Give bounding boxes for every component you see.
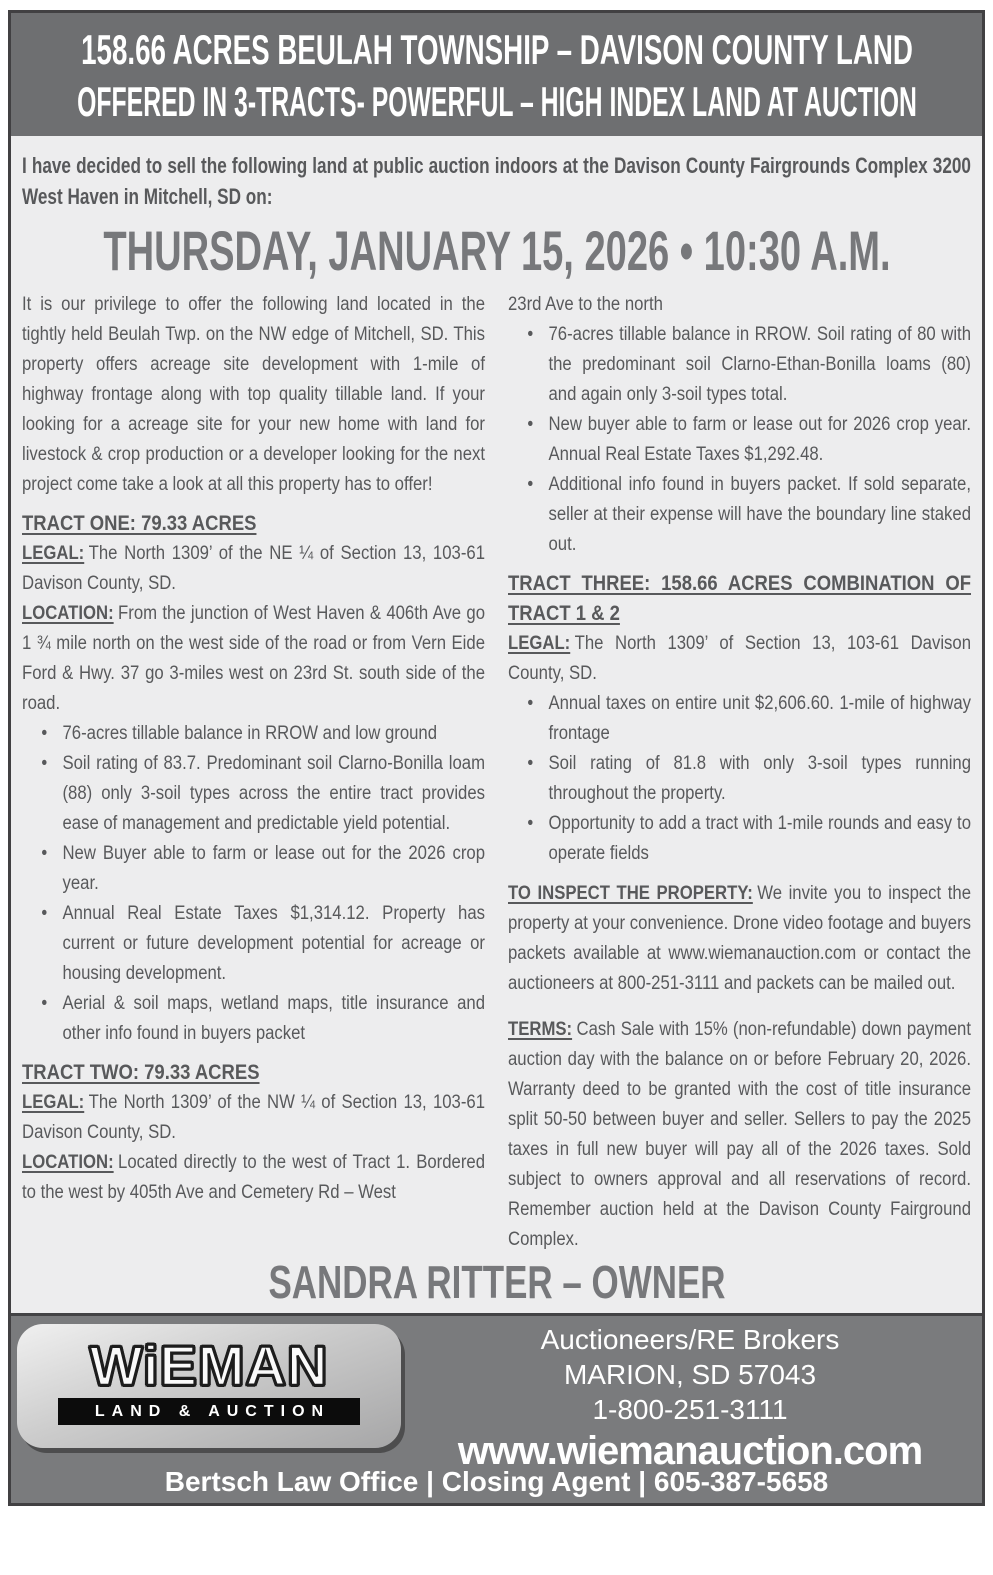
tract-one-bullet-list xyxy=(22,719,485,1049)
legal-label: LEGAL: xyxy=(22,1092,85,1113)
list-item: • 76-acres tillable balance in RROW and low ground xyxy=(22,719,485,749)
footer-band xyxy=(11,1313,982,1503)
right-column xyxy=(508,290,971,1255)
tract-two-legal xyxy=(22,1088,485,1148)
location-text: Located directly to the west of Tract 1. Bordered to the west by 405th Ave and Cemetery Rd – West xyxy=(22,1152,486,1203)
list-item: • 76-acres tillable balance in RROW. Soil rating of 80 with the predominant soil Clarno-Ethan-Bonilla loams (80) and again only 3-soil types total. xyxy=(508,320,971,410)
footer-contact-block xyxy=(406,1322,974,1475)
intro-paragraph: I have decided to sell the following land at public auction indoors at the Davison County Fairgrounds Complex 3200 West Haven in Mitchell, SD on: xyxy=(22,153,971,209)
tract-two-bullet-list xyxy=(508,320,971,560)
legal-text: The North 1309’ of the NW ¼ of Section 13, 103-61 Davison County, SD. xyxy=(22,1092,486,1143)
legal-label: LEGAL: xyxy=(22,543,85,564)
location-continuation: 23rd Ave to the north xyxy=(508,294,663,315)
tract-one-legal xyxy=(22,539,485,599)
tract-three-legal xyxy=(508,629,971,689)
body-columns xyxy=(11,286,982,1255)
tract-two-heading: TRACT TWO: 79.33 ACRES xyxy=(22,1061,260,1084)
list-item: • New Buyer able to farm or lease out for the 2026 crop year. xyxy=(22,839,485,899)
list-item: • Soil rating of 83.7. Predominant soil Clarno-Bonilla loam (88) only 3-soil types across the entire tract provides ease of management and predictable yield potential. xyxy=(22,749,485,839)
left-column xyxy=(22,290,485,1255)
terms-text: Cash Sale with 15% (non-refundable) down payment auction day with the balance on or before February 20, 2026. Warranty deed to be granted with the cost of title insurance split 50-50 between buyer and seller. Sellers to pay the 2025 taxes in full new buyer will pay all of the 2026 taxes. Sold subject to owners approval and all reservations of record. Remember auction held at the Davison County Fairground Complex. xyxy=(508,1019,972,1250)
wieman-logo-subtitle: LAND & AUCTION xyxy=(58,1398,360,1425)
owner-line: SANDRA RITTER – OWNER xyxy=(267,1256,726,1308)
legal-text: The North 1309’ of Section 13, 103-61 Davison County, SD. xyxy=(508,633,972,684)
terms-label: TERMS: xyxy=(508,1019,573,1040)
inspect-paragraph xyxy=(508,879,971,999)
tract-one-heading: TRACT ONE: 79.33 ACRES xyxy=(22,512,257,535)
footer-website: www.wiemanauction.com xyxy=(457,1429,923,1473)
list-item: • New buyer able to farm or lease out for 2026 crop year. Annual Real Estate Taxes $1,292.48. xyxy=(508,410,971,470)
intro-section xyxy=(11,136,982,212)
opening-paragraph: It is our privilege to offer the following land located in the tightly held Beulah Twp. on the NW edge of Mitchell, SD. This property offers acreage site development with 1-mile of highway frontage along with top quality tillable land. If your looking for a acreage site for your new home with land for livestock & crop production or a developer looking for the next project come take a look at all this property has to offer! xyxy=(22,294,486,495)
list-item: • Annual Real Estate Taxes $1,314.12. Property has current or future development potential for acreage or housing development. xyxy=(22,899,485,989)
tract-three-bullet-list xyxy=(508,689,971,869)
headline-line-2: OFFERED IN 3-TRACTS- POWERFUL – HIGH INDEX LAND AT AUCTION xyxy=(76,78,917,125)
legal-text: The North 1309’ of the NE ¼ of Section 13, 103-61 Davison County, SD. xyxy=(22,543,486,594)
terms-paragraph xyxy=(508,1015,971,1255)
legal-label: LEGAL: xyxy=(508,633,571,654)
owner-section xyxy=(11,1257,982,1313)
wieman-logo-wordmark: WiEMAN xyxy=(89,1334,329,1397)
tract-three-heading: TRACT THREE: 158.66 ACRES COMBINATION OF TRACT 1 & 2 xyxy=(508,572,972,625)
location-label: LOCATION: xyxy=(22,1152,114,1173)
footer-phone: 1-800-251-3111 xyxy=(592,1394,788,1425)
tract-one-location xyxy=(22,599,485,719)
inspect-label: TO INSPECT THE PROPERTY: xyxy=(508,883,753,904)
list-item: • Aerial & soil maps, wetland maps, title insurance and other info found in buyers packet xyxy=(22,989,485,1049)
footer-city-line: MARION, SD 57043 xyxy=(563,1359,817,1390)
list-item: • Annual taxes on entire unit $2,606.60. 1-mile of highway frontage xyxy=(508,689,971,749)
list-item: • Opportunity to add a tract with 1-mile rounds and easy to operate fields xyxy=(508,809,971,869)
tract-two-location xyxy=(22,1148,485,1208)
headline-line-1: 158.66 ACRES BEULAH TOWNSHIP – DAVISON COUNTY LAND xyxy=(80,26,913,73)
list-item: • Soil rating of 81.8 with only 3-soil types running throughout the property. xyxy=(508,749,971,809)
footer-brokers-line: Auctioneers/RE Brokers xyxy=(540,1324,840,1355)
wieman-logo xyxy=(17,1324,401,1448)
ad-header-banner xyxy=(11,13,982,136)
list-item: • Additional info found in buyers packet. If sold separate, seller at their expense will have the boundary line staked out. xyxy=(508,470,971,560)
date-line-section xyxy=(11,219,982,286)
location-text: From the junction of West Haven & 406th Ave go 1 ¾ mile north on the west side of the road or from Vern Eide Ford & Hwy. 37 go 3-miles west on 23rd St. south side of the road. xyxy=(22,603,486,714)
auction-date-line: THURSDAY, JANUARY 15, 2026 • 10:30 A.M. xyxy=(102,219,891,282)
location-label: LOCATION: xyxy=(22,603,114,624)
closing-agent-line: Bertsch Law Office | Closing Agent | 605-387-5658 xyxy=(164,1466,829,1497)
inspect-text: We invite you to inspect the property at your convenience. Drone video footage and buyers packets available at www.wiemanauction.com or contact the auctioneers at 800-251-3111 and packets can be mailed out. xyxy=(508,883,972,994)
auction-ad xyxy=(8,10,985,1506)
